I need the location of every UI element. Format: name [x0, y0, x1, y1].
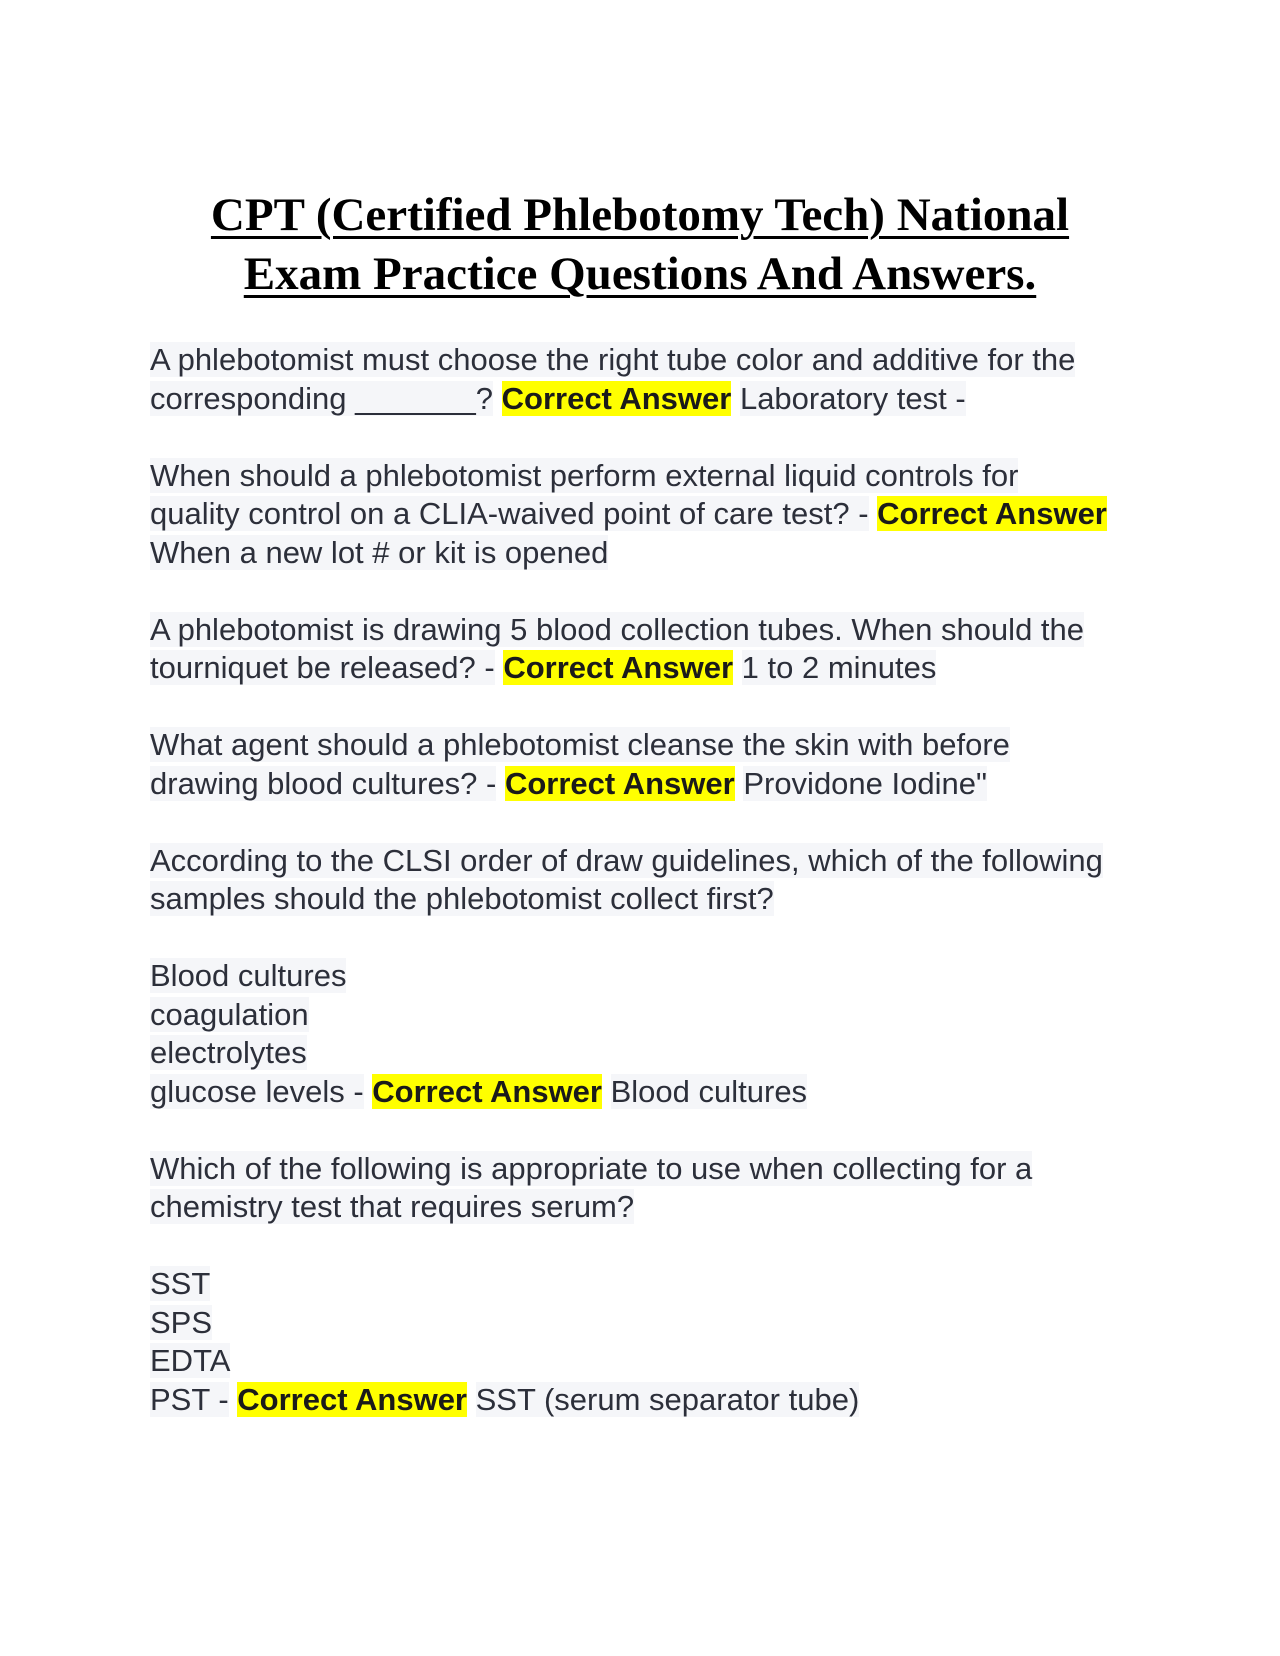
- option-text: electrolytes: [150, 1035, 307, 1070]
- answer-text: 1 to 2 minutes: [741, 650, 937, 685]
- correct-answer-label: Correct Answer: [503, 650, 734, 685]
- correct-answer-label: Correct Answer: [237, 1381, 467, 1417]
- qa-item-5: [150, 842, 1110, 919]
- title-line-1: CPT (Certified Phlebotomy Tech) National: [210, 189, 1070, 241]
- question-text: Which of the following is appropriate to use when collecting for a chemistry test that requires serum?: [150, 1150, 1033, 1224]
- qa-item-6: [150, 1150, 1110, 1227]
- option-text: Blood cultures: [150, 958, 347, 993]
- qa-item-1: [150, 341, 1110, 418]
- question-text: A phlebotomist must choose the right tube color and additive for the corresponding _______?: [150, 342, 1076, 416]
- answer-text: Providone Iodine": [743, 765, 987, 801]
- title-line-2: Exam Practice Questions And Answers.: [243, 248, 1037, 300]
- qa-item-4: [150, 726, 1110, 803]
- answer-text: When a new lot # or kit is opened: [150, 534, 609, 570]
- question-text: When should a phlebotomist perform external liquid controls for quality control on a CLIA-waived point of care test? -: [150, 457, 1019, 531]
- question-text: A phlebotomist is drawing 5 blood collection tubes. When should the tourniquet be released? -: [150, 611, 1085, 685]
- qa-item-3: [150, 611, 1110, 688]
- answer-text: Laboratory test -: [739, 380, 966, 416]
- correct-answer-label: Correct Answer: [501, 380, 732, 416]
- question-text: According to the CLSI order of draw guidelines, which of the following samples should the phlebotomist collect first?: [150, 842, 1103, 916]
- qa-item-2: [150, 457, 1110, 573]
- correct-answer-label: Correct Answer: [504, 765, 735, 801]
- option-text: glucose levels -: [150, 1073, 364, 1109]
- option-text: EDTA: [150, 1343, 231, 1378]
- document-title: [120, 186, 1160, 304]
- correct-answer-label: Correct Answer: [877, 496, 1107, 531]
- qa-item-6-options: [150, 1265, 1110, 1419]
- option-text: PST -: [150, 1381, 229, 1417]
- qa-item-5-options: [150, 957, 1110, 1111]
- answer-text: SST (serum separator tube): [475, 1381, 860, 1417]
- option-text: coagulation: [150, 996, 309, 1032]
- question-text: What agent should a phlebotomist cleanse the skin with before drawing blood cultures? -: [150, 727, 1010, 801]
- qa-list: [150, 341, 1110, 1458]
- answer-text: Blood cultures: [610, 1073, 808, 1109]
- option-text: SST: [150, 1266, 211, 1301]
- correct-answer-label: Correct Answer: [372, 1073, 602, 1109]
- option-text: SPS: [150, 1304, 213, 1340]
